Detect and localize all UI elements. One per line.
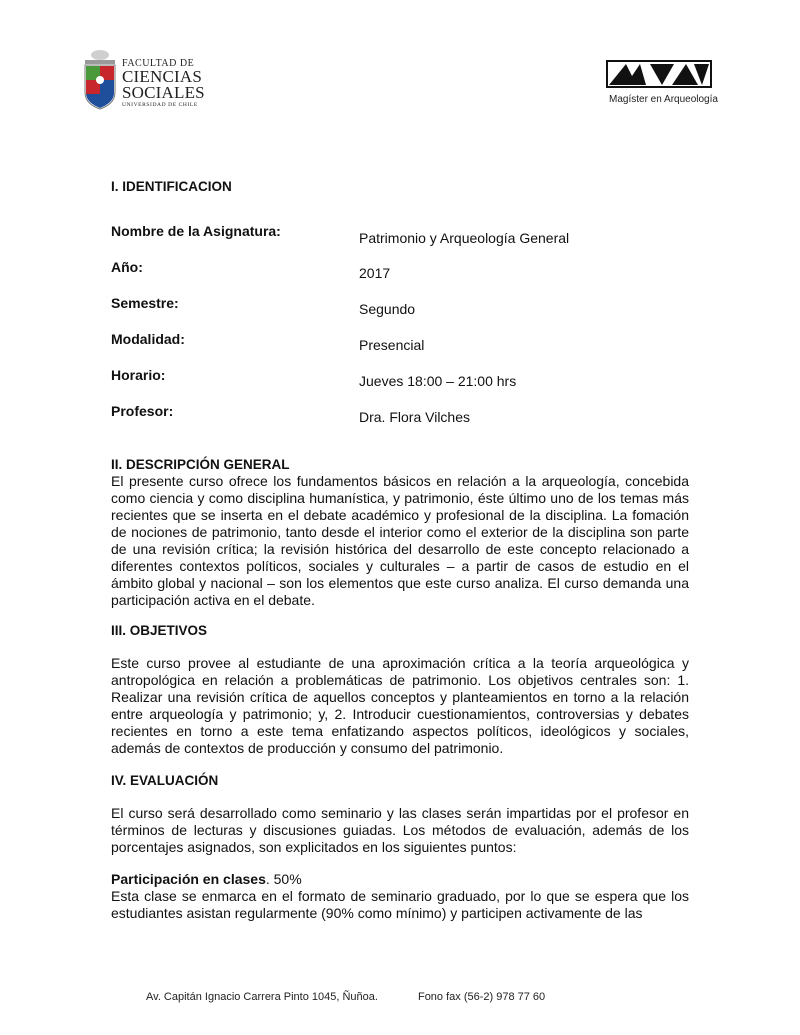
logo-line-1: FACULTAD DE bbox=[122, 58, 195, 69]
descripcion-paragraph: El presente curso ofrece los fundamentos básicos en relación a la arqueología, concebida como ciencia y como disciplina humanística, y patrimonio, éste último uno de los temas más recientes que se inserta en el debate académico y profesional de la disciplina. La fomación de nociones de patrimonio, tanto desde el interior como el exterior de la disciplina son parte de una revisión crítica; la revisión histórica del desarrollo de este concepto relacionado a diferentes contextos políticos, sociales y culturales – a partir de casos de estudio en el ámbito global y nacional – son los elementos que este curso analiza. El curso demanda una participación activa en el debate. bbox=[111, 473, 689, 608]
magister-mark-icon bbox=[606, 60, 712, 88]
field-nombre bbox=[111, 223, 689, 259]
evaluacion-paragraph: El curso será desarrollado como seminario y las clases serán impartidas por el profesor en términos de lecturas y discusiones guiadas. Los métodos de evaluación, además de los porcentajes asignados, son explicitados en los siguientes puntos: bbox=[111, 805, 689, 855]
field-semestre bbox=[111, 295, 689, 331]
field-value: Presencial bbox=[359, 337, 425, 353]
faculty-logo bbox=[82, 48, 212, 110]
participacion-label: Participación en clases bbox=[111, 871, 266, 887]
objetivos-paragraph: Este curso provee al estudiante de una aproximación crítica a la teoría arqueológica y antropológica en relación a problemáticas de patrimonio. Los objetivos centrales son: 1. Realizar una revisión crítica de aquellos conceptos y planteamientos en torno a la relación entre arqueología y patrimonio; y, 2. Introducir cuestionamientos, controversias y debates recientes en torno a este tema enfatizando aspectos políticos, ideológicos y sociales, además de contextos de producción y consumo del patrimonio. bbox=[111, 655, 689, 756]
field-label: Horario: bbox=[111, 367, 166, 383]
field-label: Semestre: bbox=[111, 295, 179, 311]
section-identificacion-title: I. IDENTIFICACION bbox=[111, 179, 232, 194]
footer-address: Av. Capitán Ignacio Carrera Pinto 1045, Ñuñoa. bbox=[146, 991, 378, 1003]
magister-caption: Magíster en Arqueología bbox=[609, 94, 718, 105]
field-profesor bbox=[111, 403, 689, 439]
section-descripcion-title: II. DESCRIPCIÓN GENERAL bbox=[111, 457, 290, 472]
logo-line-3: SOCIALES bbox=[122, 83, 205, 102]
logo-line-4: UNIVERSIDAD DE CHILE bbox=[122, 102, 198, 108]
section-objetivos-title: III. OBJETIVOS bbox=[111, 623, 208, 638]
field-value: Patrimonio y Arqueología General bbox=[359, 230, 570, 246]
field-label: Año: bbox=[111, 259, 143, 275]
section-evaluacion-title: IV. EVALUACIÓN bbox=[111, 773, 219, 788]
field-horario bbox=[111, 367, 689, 403]
participacion-heading bbox=[111, 871, 689, 888]
field-label: Nombre de la Asignatura: bbox=[111, 223, 281, 239]
field-label: Profesor: bbox=[111, 403, 174, 419]
document-body bbox=[111, 178, 689, 922]
field-value: Segundo bbox=[359, 301, 416, 317]
field-label: Modalidad: bbox=[111, 331, 185, 347]
magister-logo bbox=[606, 60, 716, 110]
field-value: Dra. Flora Vilches bbox=[359, 409, 471, 425]
field-value: 2017 bbox=[359, 265, 391, 281]
university-shield-icon bbox=[82, 48, 118, 110]
field-ano bbox=[111, 259, 689, 295]
field-modalidad bbox=[111, 331, 689, 367]
footer-phone: Fono fax (56-2) 978 77 60 bbox=[417, 991, 546, 1003]
participacion-value: . 50% bbox=[265, 871, 302, 887]
logo-line-2: CIENCIAS bbox=[122, 67, 202, 86]
field-value: Jueves 18:00 – 21:00 hrs bbox=[359, 373, 517, 389]
faculty-logo-text bbox=[122, 58, 205, 109]
page-footer bbox=[146, 991, 545, 1003]
participacion-paragraph: Esta clase se enmarca en el formato de seminario graduado, por lo que se espera que los estudiantes asistan regularmente (90% como mínimo) y participen activamente de las bbox=[111, 888, 689, 921]
